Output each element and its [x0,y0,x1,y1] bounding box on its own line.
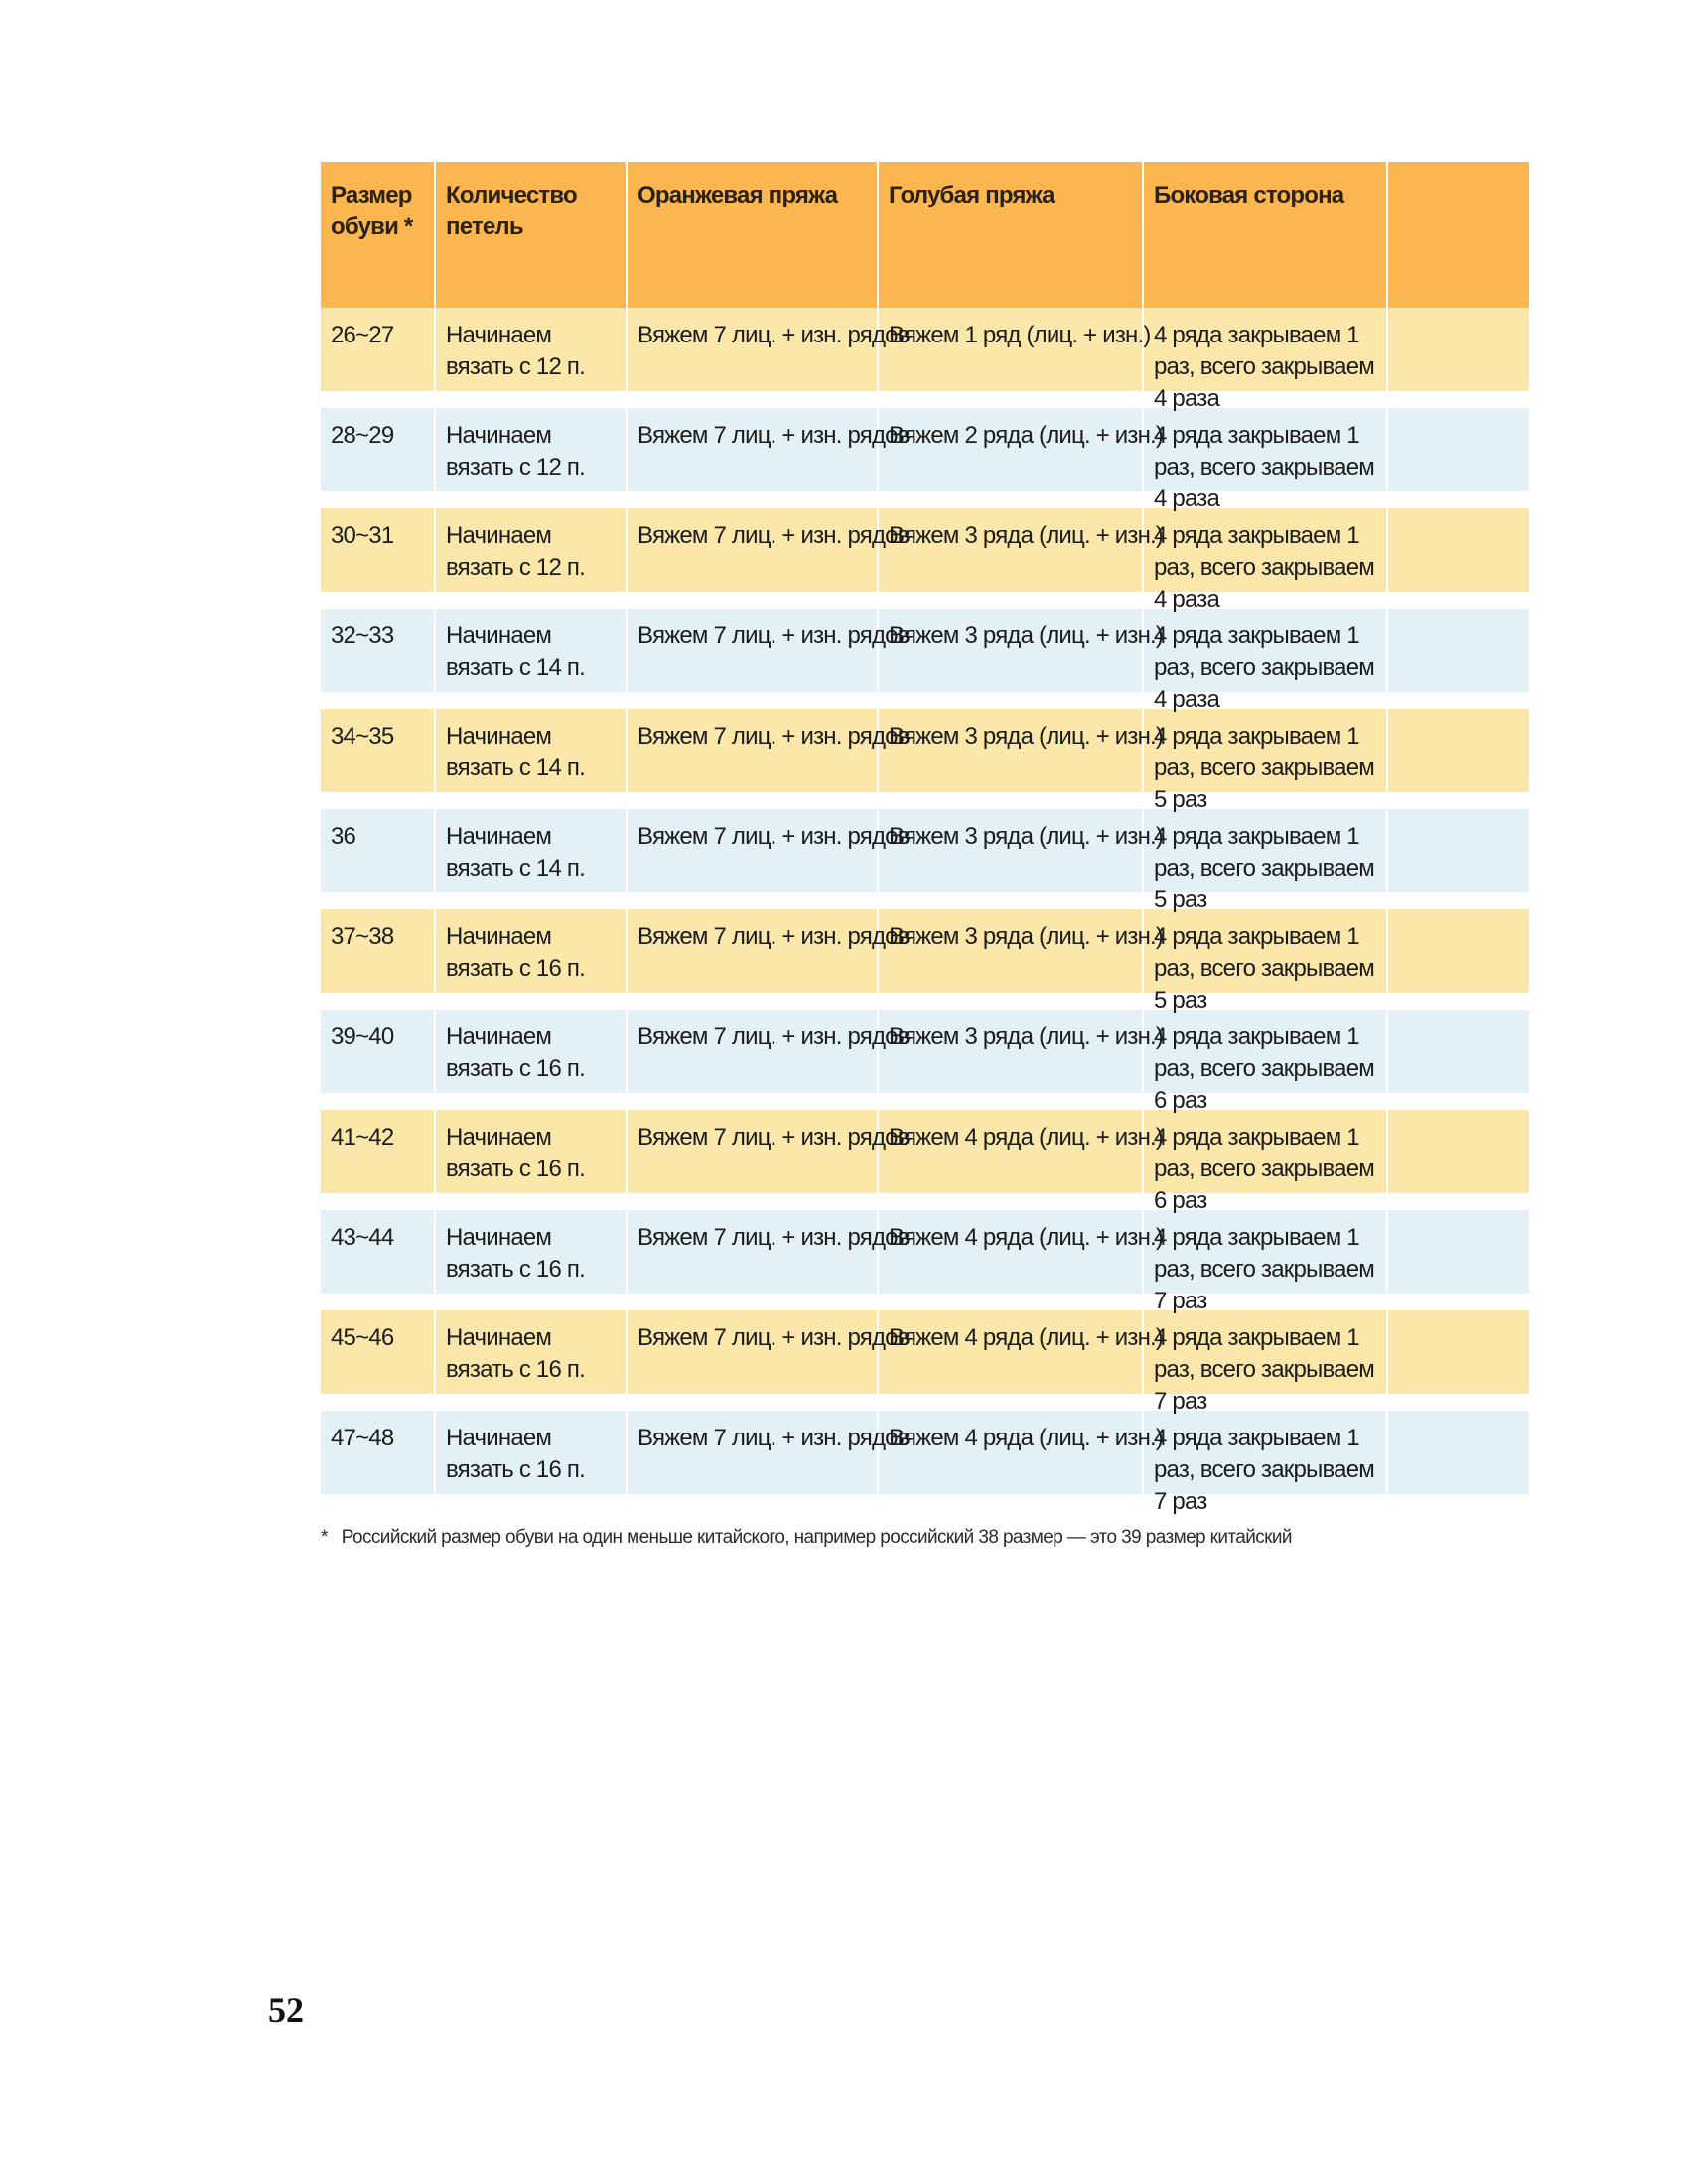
footnote-marker: * [321,1527,328,1548]
cell-orange-yarn: Вяжем 7 лиц. + изн. рядов [628,709,879,816]
cell-stitch-count: Начинаем вязать с 16 п. [436,909,628,1017]
footnote-text: Российский размер обуви на один меньше китайского, например российский 38 размер — это 39 размер китайский [341,1527,1292,1548]
table-row [321,1411,1529,1515]
cell-side: 4 ряда закрываем 1 раз, всего закрываем 5 раз [1144,709,1388,816]
cell-stitch-count: Начинаем вязать с 16 п. [436,1310,628,1418]
cell-orange-yarn: Вяжем 7 лиц. + изн. рядов [628,909,879,1017]
cell-blue-yarn: Вяжем 3 ряда (лиц. + изн.) [879,809,1144,916]
cell-blue-yarn: Вяжем 3 ряда (лиц. + изн.) [879,609,1144,716]
cell-empty [1388,709,1529,816]
cell-blue-yarn: Вяжем 1 ряд (лиц. + изн.) [879,308,1144,415]
cell-empty [1388,1411,1529,1518]
cell-orange-yarn: Вяжем 7 лиц. + изн. рядов [628,1310,879,1418]
table-row [321,308,1529,412]
cell-side: 4 ряда закрываем 1 раз, всего закрываем 4 раза [1144,508,1388,615]
cell-side: 4 ряда закрываем 1 раз, всего закрываем 4 раза [1144,408,1388,515]
cell-orange-yarn: Вяжем 7 лиц. + изн. рядов [628,1210,879,1317]
footnote [321,1527,1292,1549]
cell-side: 4 ряда закрываем 1 раз, всего закрываем 4 раза [1144,609,1388,716]
table-row [321,909,1529,1014]
table-row [321,609,1529,713]
cell-orange-yarn: Вяжем 7 лиц. + изн. рядов [628,1010,879,1117]
cell-side: 4 ряда закрываем 1 раз, всего закрываем 7 раз [1144,1411,1388,1518]
header-orange-yarn: Оранжевая пряжа [628,162,879,308]
header-stitch-count: Количество петель [436,162,628,308]
cell-shoe-size: 28~29 [321,408,436,515]
cell-empty [1388,909,1529,1017]
cell-blue-yarn: Вяжем 3 ряда (лиц. + изн.) [879,508,1144,615]
table-row [321,1110,1529,1214]
cell-empty [1388,1310,1529,1418]
cell-side: 4 ряда закрываем 1 раз, всего закрываем 6 раз [1144,1110,1388,1217]
cell-stitch-count: Начинаем вязать с 12 п. [436,308,628,415]
cell-stitch-count: Начинаем вязать с 16 п. [436,1010,628,1117]
cell-side: 4 ряда закрываем 1 раз, всего закрываем 5 раз [1144,909,1388,1017]
cell-orange-yarn: Вяжем 7 лиц. + изн. рядов [628,308,879,415]
page-number: 52 [268,1990,304,2030]
cell-stitch-count: Начинаем вязать с 14 п. [436,709,628,816]
cell-stitch-count: Начинаем вязать с 16 п. [436,1411,628,1518]
cell-stitch-count: Начинаем вязать с 12 п. [436,408,628,515]
cell-empty [1388,809,1529,916]
cell-blue-yarn: Вяжем 4 ряда (лиц. + изн.) [879,1310,1144,1418]
cell-stitch-count: Начинаем вязать с 16 п. [436,1110,628,1217]
cell-empty [1388,1110,1529,1217]
table-header-row [321,162,1529,308]
cell-shoe-size: 39~40 [321,1010,436,1117]
table-row [321,408,1529,512]
cell-shoe-size: 43~44 [321,1210,436,1317]
header-empty [1388,162,1529,308]
header-side: Боковая сторона [1144,162,1388,308]
cell-orange-yarn: Вяжем 7 лиц. + изн. рядов [628,1110,879,1217]
cell-shoe-size: 47~48 [321,1411,436,1518]
cell-stitch-count: Начинаем вязать с 14 п. [436,809,628,916]
cell-empty [1388,508,1529,615]
cell-orange-yarn: Вяжем 7 лиц. + изн. рядов [628,609,879,716]
cell-shoe-size: 30~31 [321,508,436,615]
table-row [321,1010,1529,1114]
cell-empty [1388,408,1529,515]
cell-blue-yarn: Вяжем 4 ряда (лиц. + изн.) [879,1210,1144,1317]
cell-shoe-size: 36 [321,809,436,916]
cell-side: 4 ряда закрываем 1 раз, всего закрываем 4 раза [1144,308,1388,415]
table-row [321,1310,1529,1415]
size-table [321,162,1529,1515]
cell-side: 4 ряда закрываем 1 раз, всего закрываем 7 раз [1144,1210,1388,1317]
cell-blue-yarn: Вяжем 2 ряда (лиц. + изн.) [879,408,1144,515]
table-row [321,508,1529,613]
cell-orange-yarn: Вяжем 7 лиц. + изн. рядов [628,1411,879,1518]
cell-empty [1388,1010,1529,1117]
cell-empty [1388,308,1529,415]
header-shoe-size: Размер обуви * [321,162,436,308]
cell-shoe-size: 34~35 [321,709,436,816]
cell-stitch-count: Начинаем вязать с 12 п. [436,508,628,615]
cell-blue-yarn: Вяжем 3 ряда (лиц. + изн.) [879,709,1144,816]
cell-shoe-size: 37~38 [321,909,436,1017]
cell-shoe-size: 45~46 [321,1310,436,1418]
header-blue-yarn: Голубая пряжа [879,162,1144,308]
cell-shoe-size: 41~42 [321,1110,436,1217]
cell-empty [1388,609,1529,716]
table-body [321,308,1529,1515]
cell-blue-yarn: Вяжем 4 ряда (лиц. + изн.) [879,1110,1144,1217]
cell-stitch-count: Начинаем вязать с 16 п. [436,1210,628,1317]
cell-orange-yarn: Вяжем 7 лиц. + изн. рядов [628,508,879,615]
cell-orange-yarn: Вяжем 7 лиц. + изн. рядов [628,408,879,515]
table-row [321,809,1529,913]
cell-side: 4 ряда закрываем 1 раз, всего закрываем 6 раз [1144,1010,1388,1117]
table-row [321,1210,1529,1314]
cell-side: 4 ряда закрываем 1 раз, всего закрываем 5 раз [1144,809,1388,916]
cell-shoe-size: 32~33 [321,609,436,716]
cell-stitch-count: Начинаем вязать с 14 п. [436,609,628,716]
cell-blue-yarn: Вяжем 4 ряда (лиц. + изн.) [879,1411,1144,1518]
cell-shoe-size: 26~27 [321,308,436,415]
cell-blue-yarn: Вяжем 3 ряда (лиц. + изн.) [879,1010,1144,1117]
cell-side: 4 ряда закрываем 1 раз, всего закрываем 7 раз [1144,1310,1388,1418]
cell-empty [1388,1210,1529,1317]
cell-orange-yarn: Вяжем 7 лиц. + изн. рядов [628,809,879,916]
cell-blue-yarn: Вяжем 3 ряда (лиц. + изн.) [879,909,1144,1017]
table-row [321,709,1529,813]
